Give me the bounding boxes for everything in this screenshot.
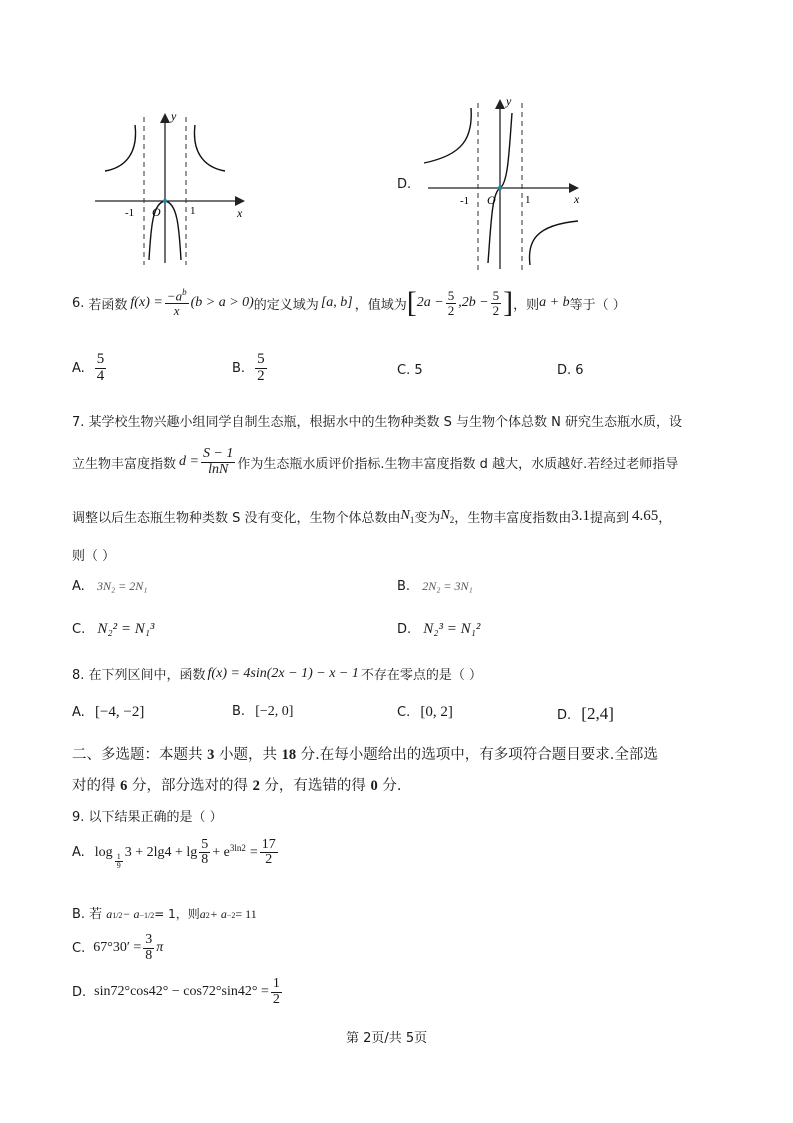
q7-option-c-text: N₂² = N₁³ (97, 621, 155, 637)
q9-b-exp-3: 2 (205, 911, 210, 920)
q7-d-frac (201, 447, 235, 477)
question-6-stem (72, 288, 626, 318)
q8-option-d-label: D. (557, 708, 572, 723)
q7-option-a[interactable] (72, 579, 147, 594)
q6-range-a: 2a − (416, 295, 444, 310)
q7-option-a-text: 3N₂ = 2N₁ (96, 579, 148, 593)
q6-fx: f(x) = (130, 295, 163, 310)
q6-condition: (b > a > 0) (190, 295, 254, 310)
graph-c-tick-neg: -1 (125, 207, 135, 219)
q6-text-5: 等于（ ） (569, 297, 626, 313)
q7-line-2 (72, 447, 678, 477)
q8-option-c-text: [0, 2] (420, 704, 453, 720)
q9-option-c[interactable] (72, 933, 163, 963)
q7-option-d-text: N₂³ = N₁² (423, 621, 481, 637)
q6-frac-num-exp: b (182, 287, 187, 298)
q7-d-den: lnN (208, 461, 229, 477)
q9-c-pi: π (156, 940, 164, 956)
q9-option-d[interactable] (72, 977, 284, 1007)
q9-a-mid: 3 + 2lg4 + lg (124, 844, 198, 860)
q7-option-c-label: C. (72, 622, 86, 637)
graph-d-tick-neg: -1 (460, 195, 470, 207)
option-d-label: D. (397, 177, 412, 192)
q7-line-3d: 提高到 (590, 511, 630, 526)
page-footer: 第 2页/共 5页 (346, 1031, 428, 1046)
q6-fraction (165, 288, 189, 318)
graph-c-tick-pos: 1 (190, 205, 196, 217)
q7-value-1: 3.1 (571, 508, 590, 524)
q6-option-b-label: B. (232, 360, 246, 376)
graph-option-c (85, 105, 270, 270)
q6-option-a-num: 5 (96, 351, 105, 367)
q7-line-2a: 立生物丰富度指数 (72, 456, 177, 472)
q7-d-num: S − 1 (202, 446, 234, 461)
q9-a-log-base: $\frac{1}{9}$ (116, 852, 121, 871)
q9-a-log: log (94, 844, 113, 860)
q6-option-a-frac (95, 352, 107, 385)
q7-line-2b: 作为生态瓶水质评价指标.生物丰富度指数 d 越大，水质越好.若经过老师指导 (237, 456, 679, 472)
q9-a-exp: 3ln2 (229, 842, 246, 853)
q6-range-frac-1 (446, 289, 457, 317)
section-2-heading-line-2: 对的得 6 分，部分选对的得 2 分，有选错的得 0 分. (72, 778, 402, 794)
q9-stem: 9. 以下结果正确的是（ ） (72, 810, 223, 825)
q7-option-b-text: 2N₂ = 3N₁ (422, 579, 473, 593)
q8-option-b-label: B. (232, 704, 246, 719)
q6-ab: a + b (539, 295, 570, 310)
q9-b-exp-2: −1/2 (139, 911, 155, 920)
q6-text-3: ，值域为 (354, 297, 407, 313)
q9-a-label: A. (72, 845, 85, 861)
graph-d-tick-pos: 1 (525, 194, 531, 206)
q7-line-3c: ，生物丰富度指数由 (454, 511, 572, 526)
q9-a-e: + e (212, 844, 230, 860)
q8-option-d[interactable] (557, 704, 614, 724)
q7-line-1: 7. 某学校生物兴趣小组同学自制生态瓶，根据水中的生物种类数 S 与生物个体总数 N 研究生态瓶水质，设 (72, 415, 683, 430)
q8-option-a[interactable] (72, 704, 144, 721)
q8-option-b[interactable] (232, 704, 293, 720)
q6-frac-num: −a (166, 288, 183, 304)
q9-b-exp-4: −2 (226, 911, 236, 920)
q6-range-frac-1-num: 5 (447, 287, 455, 303)
q7-line-3 (72, 507, 671, 526)
q6-option-b-num: 5 (257, 351, 265, 367)
q6-text-1: 若函数 (88, 297, 128, 313)
q9-d-label: D. (72, 984, 87, 1000)
q6-range-frac-2 (491, 289, 502, 317)
q7-option-c[interactable] (72, 621, 154, 638)
q6-text-4: ，则 (513, 297, 540, 313)
graph-c-x-label: x (237, 206, 243, 220)
q9-b-minus-a: − a (122, 907, 140, 921)
q9-d-expr: sin72°cos42° − cos72°sin42° = (94, 984, 269, 1000)
q9-b-plus-a: + a (209, 907, 227, 921)
graph-c-origin: O (152, 205, 161, 219)
q6-range-frac-1-den: 2 (447, 302, 455, 318)
q6-number: 6. (72, 295, 85, 311)
q9-b-result: = 11 (235, 907, 257, 921)
graph-c-y-label: y (171, 109, 177, 123)
q6-option-a-den: 4 (96, 367, 105, 384)
q7-option-d[interactable] (397, 621, 480, 638)
q6-range-frac-2-den: 2 (492, 302, 500, 318)
q8-option-a-text: [−4, −2] (94, 704, 145, 720)
q7-line-4: 则（ ） (72, 549, 116, 564)
q9-b-eq: = 1，则 (154, 907, 200, 921)
q8-text-2: 不存在零点的是（ ） (360, 668, 482, 683)
q8-text-1: 8. 在下列区间中，函数 (72, 668, 206, 683)
q9-b-label: B. 若 (72, 907, 103, 922)
q8-option-c[interactable] (397, 704, 453, 721)
q9-c-lhs: 67°30′ = (93, 940, 142, 956)
section-2-heading-line-1: 二、多选题：本题共 3 小题，共 18 分.在每小题给出的选项中，有多项符合题目要求.全部选 (72, 747, 658, 763)
q6-frac-den: x (173, 303, 180, 319)
graph-d-origin: O (487, 193, 496, 207)
q7-value-2: 4.65 (632, 508, 659, 524)
q7-line-3e: ， (658, 511, 672, 526)
q9-option-a[interactable] (72, 835, 280, 871)
q8-stem (72, 664, 482, 683)
q7-d-eq: d = (179, 454, 199, 470)
q7-line-3a: 调整以后生态瓶生物种类数 S 没有变化，生物个体总数由 (72, 511, 401, 526)
graph-d-y-label: y (506, 94, 512, 108)
q7-line-3b: 变为 (414, 511, 441, 526)
q9-option-b[interactable] (72, 903, 257, 922)
q9-a-frac: $\frac{5}{8}$ (201, 836, 209, 868)
q7-option-a-label: A. (72, 579, 85, 594)
q8-option-b-text: [−2, 0] (255, 704, 294, 719)
q6-option-b[interactable] (232, 352, 269, 385)
q6-range-frac-2-num: 5 (492, 287, 500, 303)
q6-option-a-label: A. (72, 360, 85, 376)
q7-n2: $N_2$ (440, 508, 455, 525)
q6-option-c[interactable]: C. 5 (397, 363, 423, 378)
q7-n1: $N_1$ (400, 508, 415, 525)
graph-d-x-label: x (574, 192, 580, 206)
q6-option-b-den: 2 (257, 367, 265, 384)
q9-c-frac: $\frac{3}{8}$ (145, 932, 153, 963)
q8-option-c-label: C. (397, 705, 411, 720)
q6-option-a[interactable] (72, 352, 108, 385)
q7-option-b-label: B. (397, 579, 411, 594)
q7-option-b[interactable] (397, 579, 473, 594)
q9-a-result: $\frac{17}{2}$ (261, 836, 276, 868)
q8-option-a-label: A. (72, 705, 85, 720)
q8-option-d-text: [2,4] (581, 704, 614, 723)
q6-domain: [a, b] (320, 295, 353, 310)
q9-b-a: a (106, 907, 113, 921)
q6-range-comma: , (458, 295, 462, 310)
q6-range-open: [ (406, 286, 417, 319)
q9-b-a2: a (199, 907, 206, 921)
q8-function: f(x) = 4sin(2x − 1) − x − 1 (207, 665, 359, 681)
q6-text-2: 的定义域为 (253, 297, 319, 313)
q6-option-d[interactable]: D. 6 (557, 363, 584, 378)
q6-range-b: 2b − (461, 295, 489, 310)
q9-a-eq: = (249, 844, 258, 860)
q9-c-label: C. (72, 940, 86, 956)
q7-option-d-label: D. (397, 622, 412, 637)
q6-range-close: ] (503, 286, 514, 319)
q9-d-frac: $\frac{1}{2}$ (272, 976, 280, 1007)
q6-option-b-frac (255, 352, 267, 385)
q9-b-exp-1: 1/2 (112, 911, 123, 920)
graph-option-d (418, 93, 593, 273)
